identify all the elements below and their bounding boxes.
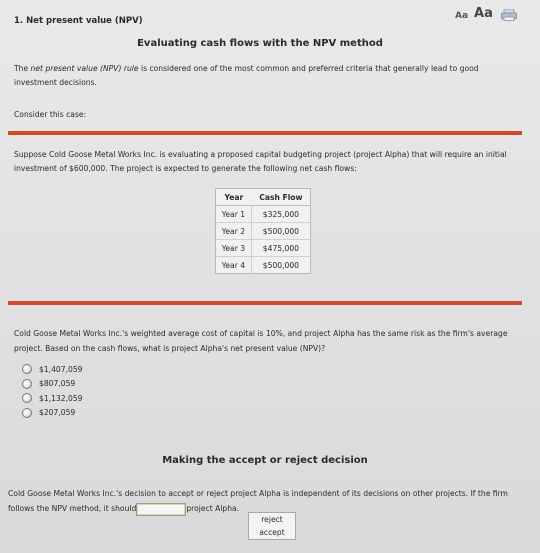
table-row [216,206,310,223]
column-header-year: Year [216,189,252,206]
answer-options [22,362,82,420]
year-cell: Year 4 [216,257,252,273]
intro-paragraph [14,62,522,90]
cash-flow-cell: $325,000 [252,206,310,223]
scenario-paragraph: Suppose Cold Goose Metal Works Inc. is evaluating a proposed capital budgeting project (project Alpha) that will require an initial investment of $600,000. The project is expected to generate the following net cash flows: [14,150,507,173]
option-label: $807,059 [39,379,76,389]
decision-text-before: Cold Goose Metal Works Inc.'s decision to accept or reject project Alpha is independent of its decisions on other projects. If the firm follows the NPV method, it should [8,489,508,513]
year-cell: Year 2 [216,223,252,240]
table-row [216,240,310,257]
cash-flow-cell: $475,000 [252,240,310,257]
cash-flow-table [215,188,311,274]
option-label: $1,132,059 [39,393,83,403]
divider [8,301,522,305]
cash-flow-cell: $500,000 [252,223,310,240]
consider-label: Consider this case: [14,110,87,119]
decision-dropdown-list [248,512,296,540]
decision-heading: Making the accept or reject decision [162,455,368,466]
dropdown-option-accept[interactable]: accept [259,528,285,537]
cash-flow-cell: $500,000 [262,260,300,270]
answer-option[interactable] [22,406,82,421]
dropdown-option-reject[interactable]: reject [261,515,283,524]
column-header-cash-flow: Cash Flow [252,189,310,206]
divider [8,131,522,135]
answer-option[interactable] [22,377,82,392]
radio-button[interactable] [22,379,32,389]
printer-icon[interactable] [501,9,517,21]
question-title: 1. Net present value (NPV) [14,16,143,26]
answer-option[interactable] [22,362,82,377]
option-label: $1,407,059 [39,364,83,374]
section-heading: Evaluating cash flows with the NPV method [137,38,383,49]
npv-rule-term: net present value (NPV) rule [30,64,139,73]
intro-text-after: is considered one of the most common and preferred criteria that generally lead to good investment decisions. [14,64,479,87]
radio-button[interactable] [22,393,32,403]
npv-question: Cold Goose Metal Works Inc.'s weighted average cost of capital is 10%, and project Alpha has the same risk as the firm's average project. Based on the cash flows, what is project Alpha's net present value (NPV)? [14,329,508,353]
year-cell: Year 1 [216,206,252,223]
table-row [216,257,310,273]
radio-button[interactable] [22,364,32,374]
radio-button[interactable] [22,408,32,418]
table-header-row [216,189,310,206]
answer-option[interactable] [22,391,82,406]
decrease-font-button[interactable]: Aa [455,11,469,21]
table-row [216,223,310,240]
option-label: $207,059 [39,408,76,418]
font-size-controls [455,6,517,21]
decision-dropdown[interactable] [136,503,186,516]
increase-font-button[interactable]: Aa [474,6,493,21]
decision-text-after: project Alpha. [186,504,240,513]
intro-text-before: The [14,64,31,73]
year-cell: Year 3 [216,240,252,257]
